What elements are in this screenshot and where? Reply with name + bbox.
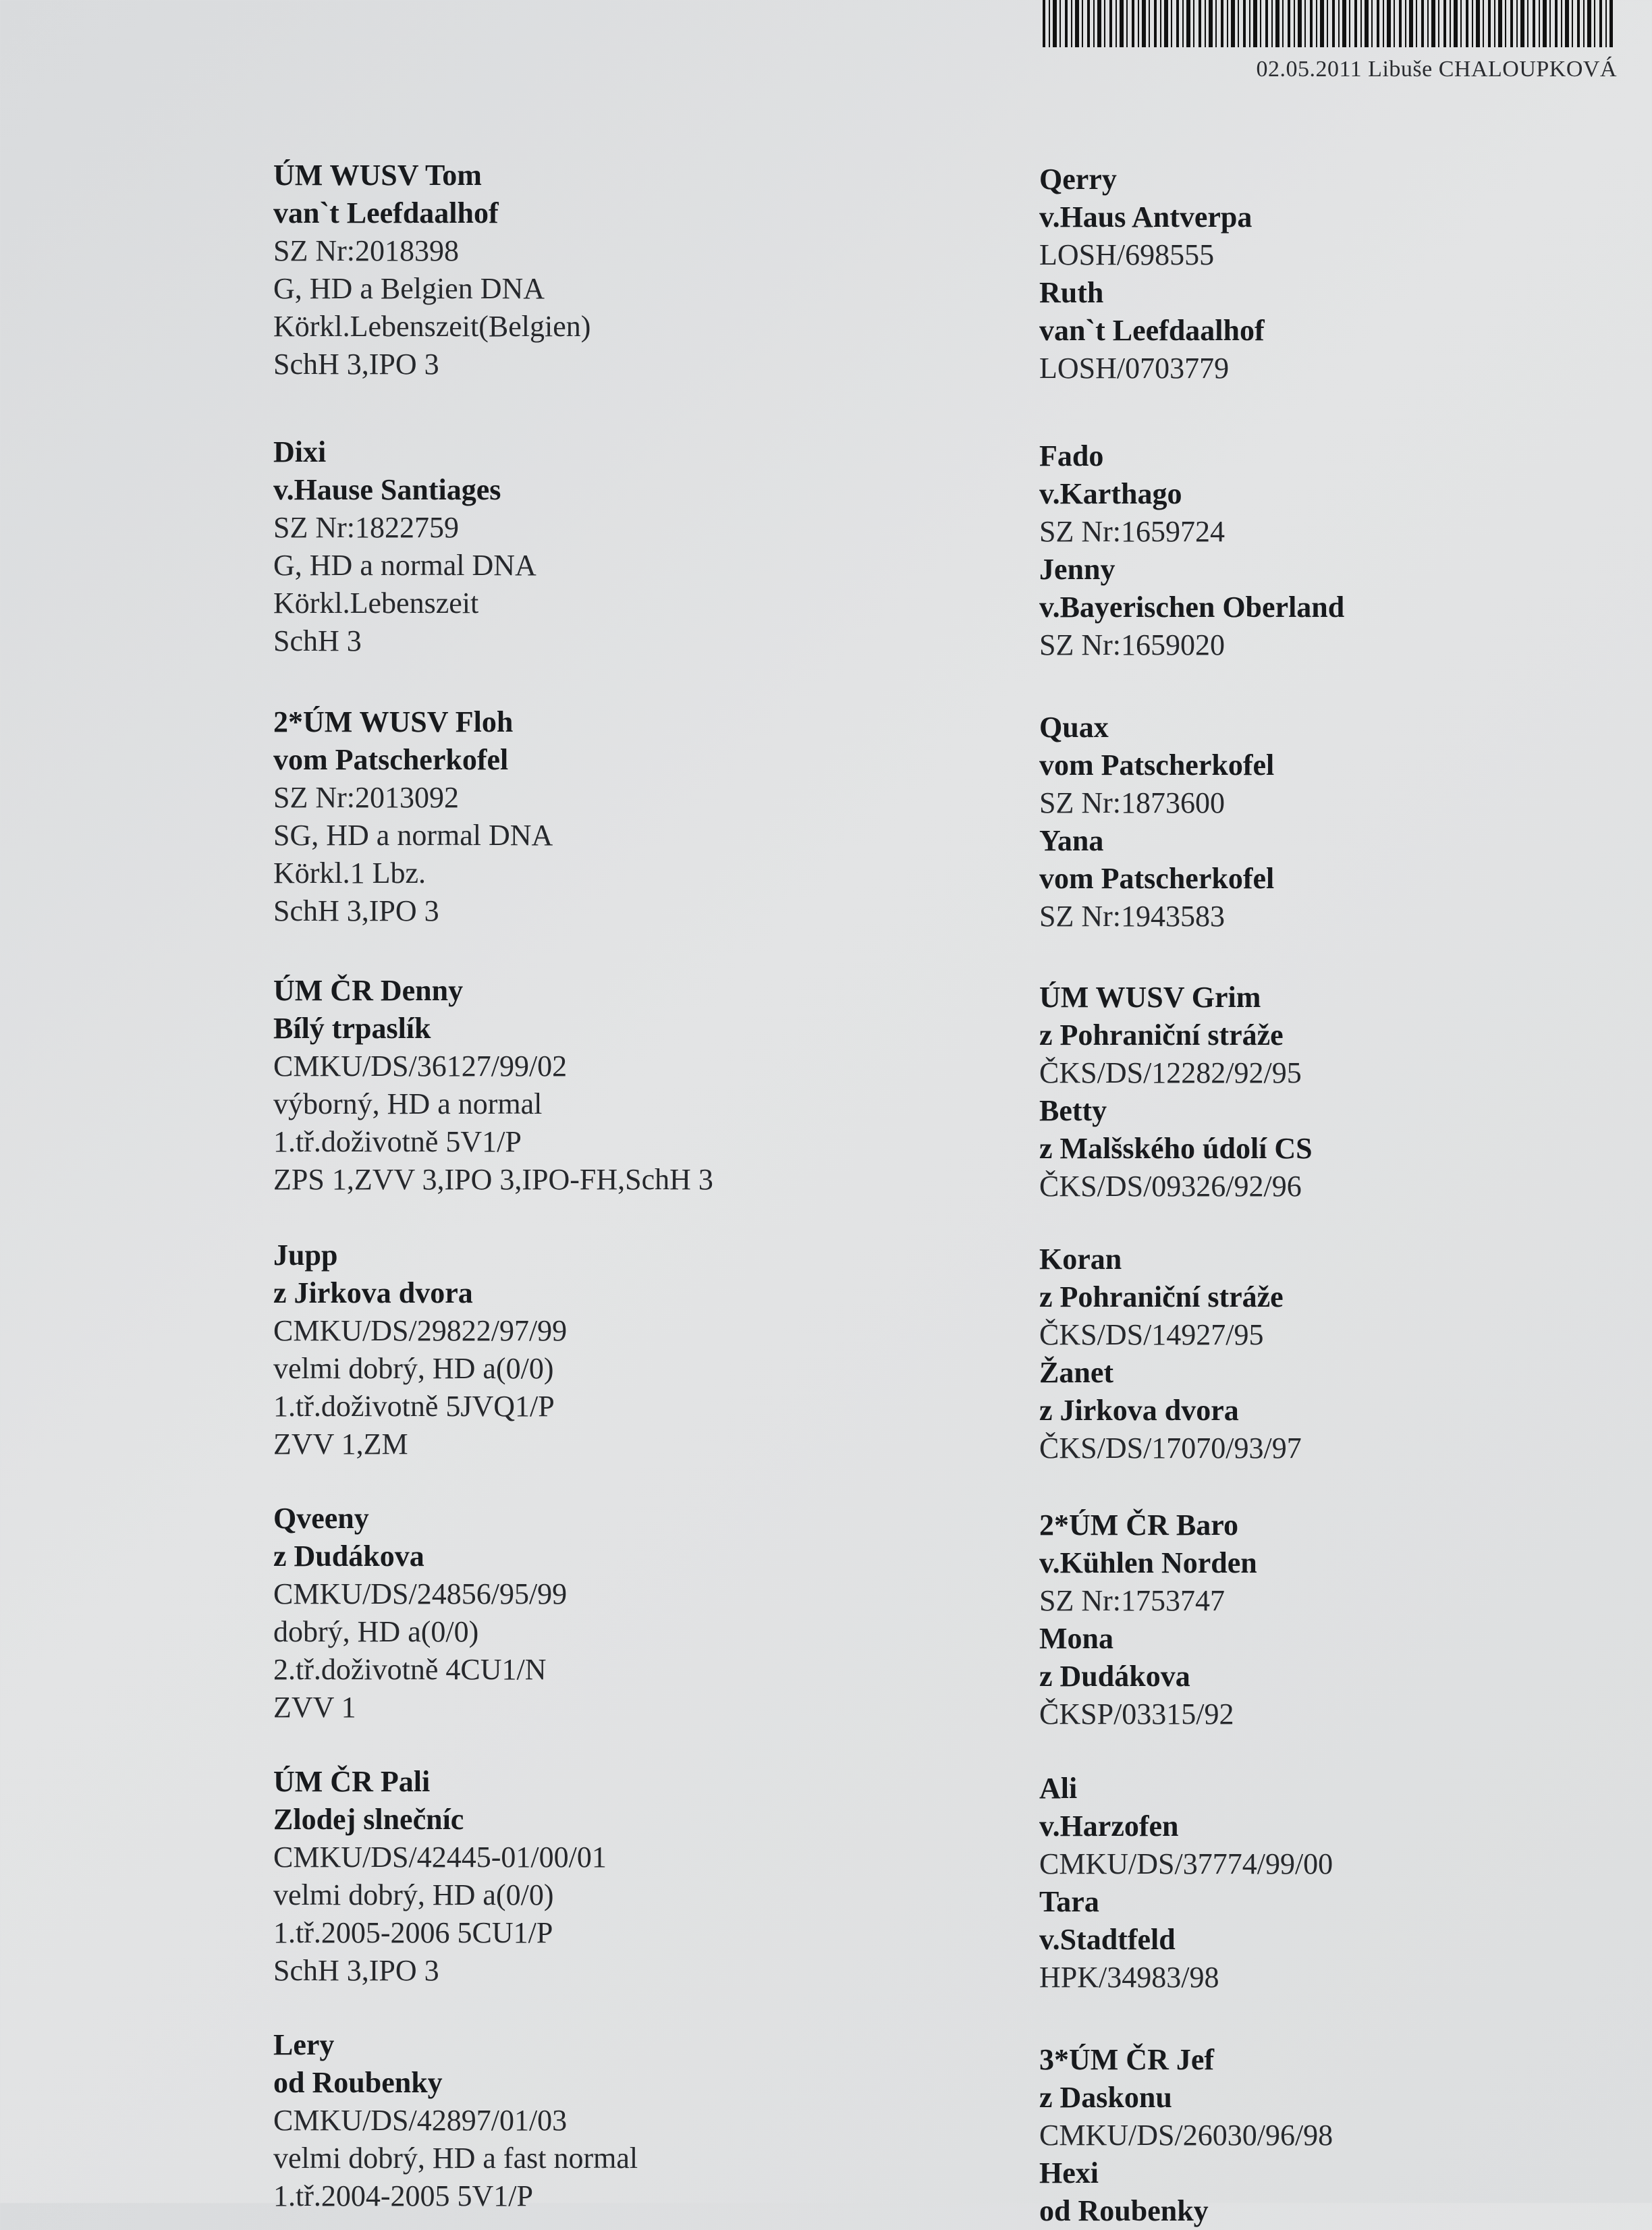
dog-name-line: Tara [1039, 1885, 1099, 1918]
dog-detail-line: CMKU/DS/37774/99/00 [1039, 1847, 1333, 1880]
dog-detail-line: 1.tř.2004-2005 5V1/P [273, 2179, 533, 2212]
dog-name-line: od Roubenky [1039, 2194, 1209, 2227]
dog-name-line: Ruth [1039, 276, 1104, 309]
dog-name-line: 3*ÚM ČR Jef [1039, 2043, 1215, 2076]
dog-name-line: Zlodej slnečníc [273, 1803, 464, 1836]
left-entry [273, 1500, 567, 1726]
dog-detail-line: velmi dobrý, HD a(0/0) [273, 1352, 554, 1385]
left-entry [273, 157, 590, 383]
dog-name-line: Žanet [1039, 1356, 1113, 1389]
dog-detail-line: ČKS/DS/12282/92/95 [1039, 1056, 1302, 1089]
dog-name-line: ÚM ČR Denny [273, 974, 464, 1007]
dog-detail-line: CMKU/DS/24856/95/99 [273, 1577, 568, 1610]
dog-detail-line: SZ Nr:1659724 [1039, 515, 1225, 548]
dog-name-line: v.Stadtfeld [1039, 1923, 1176, 1956]
left-entry [273, 703, 553, 930]
dog-detail-line: Körkl.Lebenszeit(Belgien) [273, 310, 591, 343]
dog-name-line: z Malšského údolí CS [1039, 1132, 1313, 1165]
dog-name-line: z Jirkova dvora [273, 1276, 473, 1309]
dog-detail-line: SchH 3,IPO 3 [273, 894, 439, 927]
barcode [1043, 0, 1613, 47]
dog-detail-line: SchH 3,IPO 3 [273, 348, 439, 381]
dog-name-line: 2*ÚM ČR Baro [1039, 1508, 1238, 1542]
dog-detail-line: SG, HD a normal DNA [273, 819, 553, 852]
dog-name-line: v.Harzofen [1039, 1810, 1179, 1843]
dog-detail-line: SZ Nr:1873600 [1039, 786, 1225, 819]
dog-detail-line: 1.tř.doživotně 5JVQ1/P [273, 1390, 555, 1423]
right-entry [1039, 161, 1265, 387]
dog-name-line: v.Bayerischen Oberland [1039, 591, 1345, 624]
dog-name-line: van`t Leefdaalhof [1039, 314, 1265, 347]
dog-detail-line: SchH 3,IPO 3 [273, 1954, 439, 1987]
dog-detail-line: CMKU/DS/29822/97/99 [273, 1314, 568, 1347]
dog-detail-line: HPK/34983/98 [1039, 1961, 1219, 1994]
right-entry [1039, 1770, 1333, 1996]
right-entry [1039, 1241, 1302, 1467]
dog-name-line: v.Haus Antverpa [1039, 200, 1252, 234]
dog-detail-line: ZVV 1,ZM [273, 1427, 408, 1461]
dog-detail-line: G, HD a normal DNA [273, 549, 536, 582]
dog-detail-line: LOSH/698555 [1039, 238, 1215, 271]
dog-detail-line: SZ Nr:1659020 [1039, 628, 1225, 661]
dog-name-line: ÚM WUSV Grim [1039, 981, 1261, 1014]
dog-detail-line: CMKU/DS/36127/99/02 [273, 1050, 568, 1083]
dog-detail-line: ČKSP/03315/92 [1039, 1697, 1234, 1731]
dog-name-line: Bílý trpaslík [273, 1012, 431, 1045]
dog-detail-line: ČKS/DS/14927/95 [1039, 1318, 1264, 1351]
dog-detail-line: Körkl.Lebenszeit [273, 587, 479, 620]
dog-detail-line: G, HD a Belgien DNA [273, 272, 545, 305]
right-entry [1039, 709, 1274, 935]
dog-name-line: z Jirkova dvora [1039, 1394, 1239, 1427]
dog-detail-line: Körkl.1 Lbz. [273, 856, 426, 890]
dog-name-line: Qerry [1039, 163, 1117, 196]
dog-name-line: z Dudákova [273, 1540, 424, 1573]
dog-detail-line: SZ Nr:2018398 [273, 234, 459, 267]
dog-detail-line: SZ Nr:1943583 [1039, 900, 1225, 933]
dog-name-line: z Daskonu [1039, 2081, 1172, 2114]
dog-name-line: Mona [1039, 1622, 1113, 1655]
dog-name-line: Jupp [273, 1239, 338, 1272]
dog-name-line: z Pohraniční stráže [1039, 1280, 1284, 1313]
dog-detail-line: SZ Nr:1822759 [273, 511, 459, 544]
dog-detail-line: LOSH/0703779 [1039, 352, 1230, 385]
date-owner-stamp: 02.05.2011 Libuše CHALOUPKOVÁ [1256, 57, 1617, 82]
dog-name-line: z Pohraniční stráže [1039, 1018, 1284, 1052]
dog-name-line: vom Patscherkofel [1039, 749, 1275, 782]
left-entry [273, 1763, 607, 1990]
dog-detail-line: velmi dobrý, HD a(0/0) [273, 1878, 554, 1911]
dog-detail-line: ČKS/DS/09326/92/96 [1039, 1170, 1302, 1203]
dog-name-line: ÚM WUSV Tom [273, 159, 482, 192]
dog-name-line: vom Patscherkofel [273, 743, 509, 776]
dog-detail-line: výborný, HD a normal [273, 1087, 543, 1120]
right-entry [1039, 437, 1344, 664]
dog-name-line: vom Patscherkofel [1039, 862, 1275, 895]
right-entry [1039, 2041, 1333, 2230]
dog-name-line: Yana [1039, 824, 1104, 857]
dog-name-line: Fado [1039, 439, 1104, 472]
dog-detail-line: 1.tř.2005-2006 5CU1/P [273, 1916, 553, 1949]
left-entry [273, 1236, 567, 1463]
dog-detail-line: ZPS 1,ZVV 3,IPO 3,IPO-FH,SchH 3 [273, 1163, 713, 1196]
dog-name-line: od Roubenky [273, 2066, 443, 2099]
dog-detail-line: CMKU/DS/42897/01/03 [273, 2104, 568, 2137]
dog-detail-line: ZVV 1 [273, 1691, 356, 1724]
left-entry [273, 433, 536, 660]
right-entry [1039, 1506, 1257, 1733]
dog-name-line: z Dudákova [1039, 1660, 1190, 1693]
dog-detail-line: 2.tř.doživotně 4CU1/N [273, 1653, 547, 1686]
dog-detail-line: CMKU/DS/42445-01/00/01 [273, 1841, 607, 1874]
dog-name-line: v.Karthago [1039, 477, 1182, 510]
dog-detail-line: CMKU/DS/26030/96/98 [1039, 2119, 1333, 2152]
dog-name-line: Betty [1039, 1094, 1107, 1127]
dog-detail-line: dobrý, HD a(0/0) [273, 1615, 479, 1648]
dog-name-line: 2*ÚM WUSV Floh [273, 705, 514, 738]
dog-detail-line: velmi dobrý, HD a fast normal [273, 2142, 638, 2175]
dog-name-line: Lery [273, 2028, 335, 2061]
dog-name-line: Koran [1039, 1243, 1122, 1276]
dog-name-line: Ali [1039, 1772, 1078, 1805]
dog-name-line: v.Hause Santiages [273, 473, 501, 506]
dog-name-line: Quax [1039, 711, 1109, 744]
left-entry [273, 2026, 638, 2215]
right-entry [1039, 979, 1313, 1205]
dog-detail-line: SZ Nr:1753747 [1039, 1584, 1225, 1617]
dog-name-line: Hexi [1039, 2156, 1099, 2190]
dog-name-line: Qveeny [273, 1502, 369, 1535]
dog-detail-line: SZ Nr:2013092 [273, 781, 459, 814]
dog-detail-line: ČKS/DS/17070/93/97 [1039, 1432, 1302, 1465]
dog-name-line: v.Kühlen Norden [1039, 1546, 1257, 1579]
dog-name-line: van`t Leefdaalhof [273, 196, 499, 229]
dog-name-line: Jenny [1039, 553, 1116, 586]
dog-detail-line: 1.tř.doživotně 5V1/P [273, 1125, 522, 1158]
dog-name-line: ÚM ČR Pali [273, 1765, 431, 1798]
dog-name-line: Dixi [273, 435, 327, 468]
left-entry [273, 972, 713, 1199]
dog-detail-line: SchH 3 [273, 624, 362, 657]
